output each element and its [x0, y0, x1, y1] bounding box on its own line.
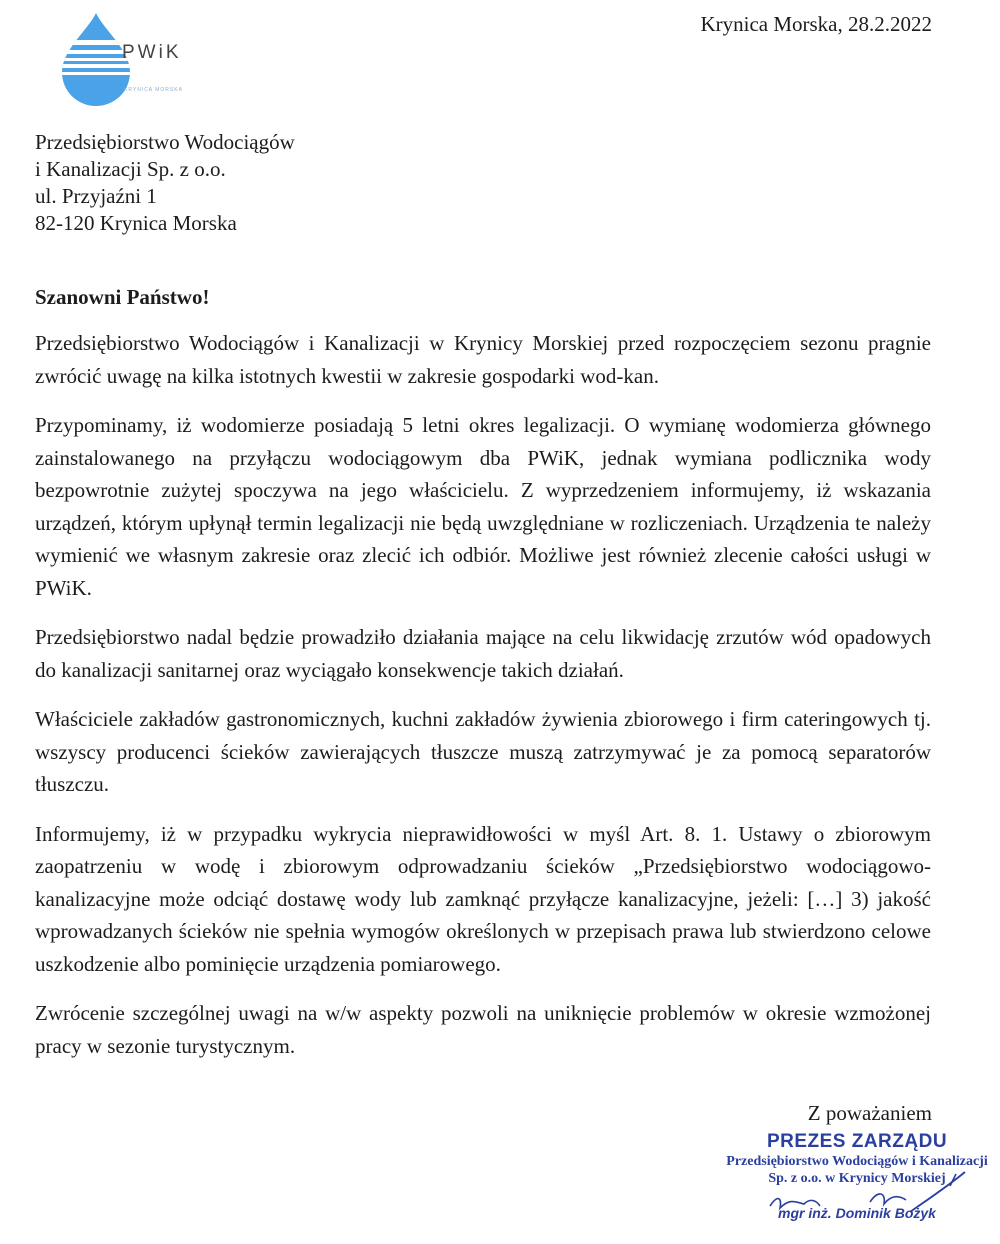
- stamp-title: PREZES ZARZĄDU: [766, 1131, 948, 1152]
- address-line: ul. Przyjaźni 1: [35, 184, 157, 208]
- letter-closing: Z poważaniem: [807, 1101, 932, 1125]
- letter-greeting: Szanowni Państwo!: [35, 285, 210, 309]
- address-line: 82-120 Krynica Morska: [35, 211, 237, 235]
- stamp-company-line: Sp. z o.o. w Krynicy Morskiej: [768, 1171, 946, 1186]
- stamp-company-line: Przedsiębiorstwo Wodociągów i Kanalizacji: [726, 1154, 988, 1169]
- pwik-logo: [52, 10, 232, 110]
- body-paragraph: Właściciele zakładów gastronomicznych, kuchni zakładów żywienia zbiorowego i firm cateringowych tj. wszyscy producenci ścieków zawierających tłuszcze muszą zatrzymywać je za pomocą separatorów tłuszczu.: [35, 707, 931, 796]
- body-paragraph: Informujemy, iż w przypadku wykrycia nieprawidłowości w myśl Art. 8. 1. Ustawy o zbiorowym zaopatrzeniu w wodę i zbiorowym odprowadzaniu ścieków „Przedsiębiorstwo wodociągowo-kanalizacyjne może odciąć dostawę wody lub zamknąć przyłącze kanalizacyjne, jeżeli: […] 3) jakość wprowadzanych ścieków nie spełnia wymogów określonych w przepisach prawa lub stwierdzono celowe uszkodzenie albo pominięcie urządzenia pomiarowego.: [35, 821, 931, 976]
- logo-text: PWiK: [122, 42, 182, 63]
- body-paragraph: Przedsiębiorstwo Wodociągów i Kanalizacji w Krynicy Morskiej przed rozpoczęciem sezonu pragnie zwrócić uwagę na kilka istotnych kwestii w zakresie gospodarki wod-kan.: [35, 331, 931, 388]
- official-stamp: [726, 1131, 988, 1222]
- letter-date: Krynica Morska, 28.2.2022: [700, 12, 932, 36]
- body-paragraph: Przedsiębiorstwo nadal będzie prowadziło działania mające na celu likwidację zrzutów wód opadowych do kanalizacji sanitarnej oraz wyciągało konsekwencje takich działań.: [35, 625, 931, 682]
- body-paragraph: Zwrócenie szczególnej uwagi na w/w aspekty pozwoli na uniknięcie problemów w okresie wzmożonej pracy w sezonie turystycznym.: [35, 1001, 931, 1058]
- logo-subtext: KRYNICA MORSKA: [124, 87, 183, 93]
- stamp-signatory: mgr inż. Dominik Bożyk: [778, 1205, 936, 1221]
- address-line: Przedsiębiorstwo Wodociągów: [35, 130, 295, 154]
- letter-body: [35, 327, 931, 1079]
- body-paragraph: Przypominamy, iż wodomierze posiadają 5 letni okres legalizacji. O wymianę wodomierza głównego zainstalowanego na przyłączu wodociągowym dba PWiK, jednak wymiana podlicznika wody bezpowrotnie zużytej spoczywa na jego właścicielu. Z wyprzedzeniem informujemy, iż wskazania urządzeń, którym upłynął termin legalizacji nie będą uwzględniane w rozliczeniach. Urządzenia te należy wymienić we własnym zakresie oraz zlecić ich odbiór. Możliwe jest również zlecenie całości usługi w PWiK.: [35, 413, 931, 600]
- recipient-address: [35, 129, 295, 237]
- address-line: i Kanalizacji Sp. z o.o.: [35, 157, 226, 181]
